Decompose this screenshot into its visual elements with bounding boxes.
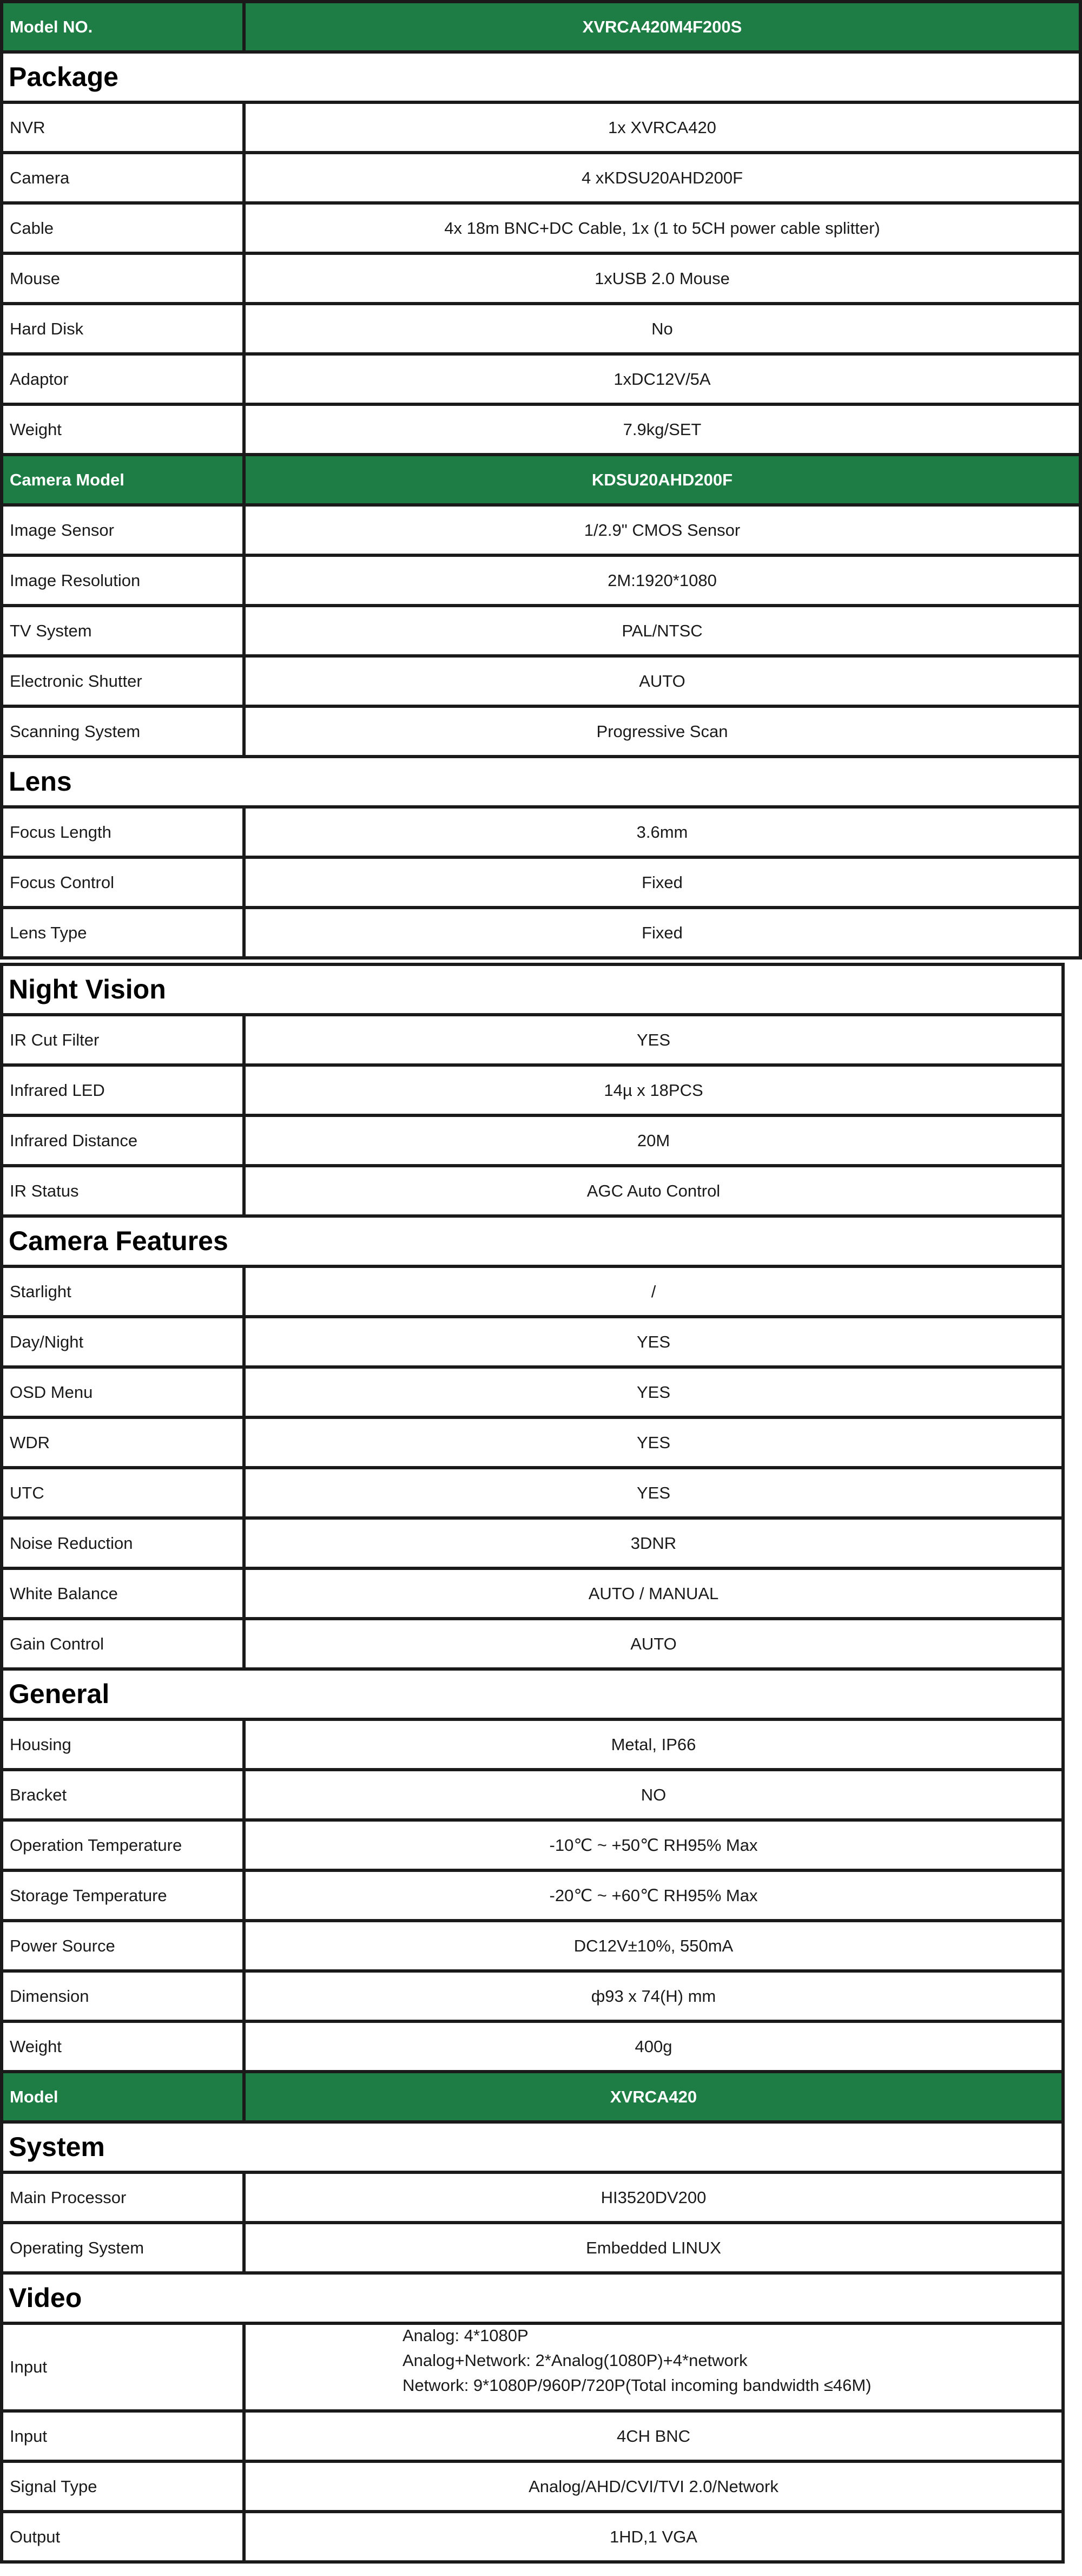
- spec-row-infrared-distance: [3, 1117, 1061, 1167]
- spec-value: YES: [636, 1030, 671, 1049]
- spec-label: Output: [3, 2513, 246, 2560]
- spec-row-ir-status: [3, 1167, 1061, 1218]
- spec-value: YES: [636, 1382, 671, 1402]
- section-header-camera-features: [3, 1218, 1061, 1268]
- spec-label: IR Cut Filter: [3, 1016, 246, 1063]
- spec-value: AGC Auto Control: [586, 1181, 721, 1200]
- spec-label: Scanning System: [3, 708, 246, 755]
- spec-value-line: Network: 9*1080P/960P/720P(Total incoming bandwidth ≤46M): [403, 2376, 872, 2395]
- spec-row-camera: [3, 154, 1079, 205]
- spec-value: -20℃ ~ +60℃ RH95% Max: [549, 1885, 758, 1905]
- model-row-model: [3, 2073, 1061, 2124]
- spec-value-line: Analog: 4*1080P: [403, 2326, 529, 2345]
- spec-value: NO: [641, 1785, 667, 1804]
- section-title: Lens: [9, 766, 72, 797]
- spec-row-signal-type: [3, 2463, 1061, 2513]
- section-header-package: [3, 54, 1079, 104]
- spec-value: No: [651, 319, 673, 338]
- spec-value: 7.9kg/SET: [623, 419, 702, 439]
- spec-row-electronic-shutter: [3, 658, 1079, 708]
- spec-value: 20M: [637, 1131, 670, 1150]
- spec-label: Noise Reduction: [3, 1520, 246, 1567]
- section-header-general: [3, 1671, 1061, 1721]
- spec-label: Main Processor: [3, 2174, 246, 2221]
- spec-value: HI3520DV200: [601, 2187, 707, 2207]
- spec-value: /: [651, 1282, 656, 1301]
- spec-value: KDSU20AHD200F: [591, 470, 733, 489]
- section-title: General: [9, 1679, 110, 1709]
- spec-row-lens-type: [3, 909, 1079, 960]
- spec-value-line: Analog+Network: 2*Analog(1080P)+4*network: [403, 2351, 748, 2370]
- spec-value: XVRCA420M4F200S: [582, 17, 742, 36]
- spec-row-noise-reduction: [3, 1520, 1061, 1570]
- spec-row-operating-system: [3, 2224, 1061, 2275]
- spec-label: Bracket: [3, 1771, 246, 1818]
- spec-row-tv-system: [3, 607, 1079, 658]
- spec-value: 1HD,1 VGA: [610, 2527, 697, 2546]
- spec-value: 14µ x 18PCS: [604, 1080, 703, 1100]
- spec-value: PAL/NTSC: [622, 621, 703, 640]
- spec-label: Storage Temperature: [3, 1872, 246, 1919]
- spec-value: 4 xKDSU20AHD200F: [581, 168, 743, 187]
- section-title: System: [9, 2132, 105, 2162]
- spec-value: YES: [636, 1483, 671, 1502]
- spec-row-starlight: [3, 1268, 1061, 1318]
- spec-row-input: [3, 2413, 1061, 2463]
- spec-label: Camera: [3, 154, 246, 201]
- spec-label: Weight: [3, 406, 246, 453]
- spec-label: Image Sensor: [3, 507, 246, 554]
- section-title: Video: [9, 2283, 82, 2313]
- spec-label: Lens Type: [3, 909, 246, 956]
- spec-label: UTC: [3, 1469, 246, 1516]
- spec-label: Image Resolution: [3, 557, 246, 604]
- spec-row-infrared-led: [3, 1067, 1061, 1117]
- spec-label: White Balance: [3, 1570, 246, 1617]
- spec-label: Model: [3, 2073, 246, 2120]
- spec-row-input: [3, 2325, 1061, 2413]
- spec-row-gain-control: [3, 1620, 1061, 1671]
- spec-label: Focus Length: [3, 809, 246, 856]
- spec-value: AUTO: [639, 671, 685, 691]
- spec-row-white-balance: [3, 1570, 1061, 1620]
- spec-value: YES: [636, 1432, 671, 1452]
- spec-label: Focus Control: [3, 859, 246, 906]
- spec-label: Camera Model: [3, 456, 246, 503]
- spec-label: Input: [3, 2325, 246, 2409]
- spec-table-package-camera: [0, 0, 1082, 960]
- spec-label: Mouse: [3, 255, 246, 302]
- spec-value: Fixed: [642, 872, 683, 892]
- spec-value: 4x 18m BNC+DC Cable, 1x (1 to 5CH power cable splitter): [444, 218, 880, 238]
- spec-label: Adaptor: [3, 356, 246, 403]
- spec-value: 1xDC12V/5A: [613, 369, 711, 389]
- spec-row-utc: [3, 1469, 1061, 1520]
- spec-label: Dimension: [3, 1973, 246, 2020]
- spec-value: 4CH BNC: [616, 2426, 691, 2446]
- model-row-camera-model: [3, 456, 1079, 507]
- spec-value: DC12V±10%, 550mA: [573, 1936, 734, 1955]
- spec-row-power-source: [3, 1922, 1061, 1973]
- spec-label: Infrared Distance: [3, 1117, 246, 1164]
- spec-value: AUTO: [630, 1634, 677, 1653]
- spec-value: 400g: [635, 2036, 672, 2056]
- spec-label: Hard Disk: [3, 305, 246, 352]
- spec-value: Progressive Scan: [596, 721, 728, 741]
- spec-row-cable: [3, 205, 1079, 255]
- spec-table-features-recorder: [0, 963, 1065, 2564]
- spec-value: 1xUSB 2.0 Mouse: [595, 268, 730, 288]
- spec-value: [246, 2325, 1061, 2409]
- spec-label: NVR: [3, 104, 246, 151]
- spec-value: 1/2.9" CMOS Sensor: [584, 520, 741, 540]
- spec-label: Weight: [3, 2023, 246, 2070]
- spec-label: Cable: [3, 205, 246, 252]
- spec-row-focus-control: [3, 859, 1079, 909]
- spec-row-image-resolution: [3, 557, 1079, 607]
- spec-label: WDR: [3, 1419, 246, 1466]
- spec-row-main-processor: [3, 2174, 1061, 2224]
- spec-row-ir-cut-filter: [3, 1016, 1061, 1067]
- section-header-system: [3, 2124, 1061, 2174]
- section-title: Package: [9, 62, 118, 92]
- spec-label: Power Source: [3, 1922, 246, 1969]
- spec-row-day-night: [3, 1318, 1061, 1369]
- spec-label: Starlight: [3, 1268, 246, 1315]
- spec-row-mouse: [3, 255, 1079, 305]
- spec-label: Operating System: [3, 2224, 246, 2271]
- spec-row-bracket: [3, 1771, 1061, 1822]
- spec-row-storage-temperature: [3, 1872, 1061, 1922]
- spec-value: 1x XVRCA420: [608, 117, 716, 137]
- spec-value: Analog/AHD/CVI/TVI 2.0/Network: [529, 2476, 778, 2496]
- spec-value: Fixed: [642, 923, 683, 942]
- spec-label: OSD Menu: [3, 1369, 246, 1416]
- spec-value: XVRCA420: [610, 2087, 697, 2106]
- spec-row-housing: [3, 1721, 1061, 1771]
- spec-row-dimension: [3, 1973, 1061, 2023]
- section-header-lens: [3, 758, 1079, 809]
- spec-row-weight: [3, 2023, 1061, 2073]
- spec-value: Metal, IP66: [611, 1734, 696, 1754]
- spec-label: Infrared LED: [3, 1067, 246, 1114]
- spec-label: Housing: [3, 1721, 246, 1768]
- section-title: Night Vision: [9, 974, 166, 1004]
- spec-label: Model NO.: [3, 3, 246, 50]
- spec-row-output: [3, 2513, 1061, 2564]
- model-row-model-no: [3, 3, 1079, 54]
- spec-value: 3.6mm: [636, 822, 688, 842]
- spec-row-adaptor: [3, 356, 1079, 406]
- spec-value: ф93 x 74(H) mm: [591, 1986, 716, 2006]
- spec-row-focus-length: [3, 809, 1079, 859]
- spec-label: Electronic Shutter: [3, 658, 246, 705]
- spec-row-operation-temperature: [3, 1822, 1061, 1872]
- spec-row-weight: [3, 406, 1079, 456]
- spec-value: -10℃ ~ +50℃ RH95% Max: [549, 1835, 758, 1855]
- spec-label: Operation Temperature: [3, 1822, 246, 1869]
- spec-label: Gain Control: [3, 1620, 246, 1667]
- spec-row-image-sensor: [3, 507, 1079, 557]
- spec-value: 3DNR: [630, 1533, 677, 1553]
- spec-row-osd-menu: [3, 1369, 1061, 1419]
- section-header-video: [3, 2275, 1061, 2325]
- spec-row-hard-disk: [3, 305, 1079, 356]
- spec-label: IR Status: [3, 1167, 246, 1214]
- spec-row-nvr: [3, 104, 1079, 154]
- spec-value: YES: [636, 1332, 671, 1351]
- spec-value: 2M:1920*1080: [608, 570, 717, 590]
- spec-row-wdr: [3, 1419, 1061, 1469]
- section-title: Camera Features: [9, 1226, 228, 1256]
- spec-value: AUTO / MANUAL: [588, 1583, 719, 1603]
- spec-label: TV System: [3, 607, 246, 654]
- spec-label: Signal Type: [3, 2463, 246, 2510]
- spec-value: Embedded LINUX: [586, 2238, 721, 2257]
- spec-label: Day/Night: [3, 1318, 246, 1365]
- spec-label: Input: [3, 2413, 246, 2460]
- spec-row-scanning-system: [3, 708, 1079, 758]
- section-header-night-vision: [3, 966, 1061, 1016]
